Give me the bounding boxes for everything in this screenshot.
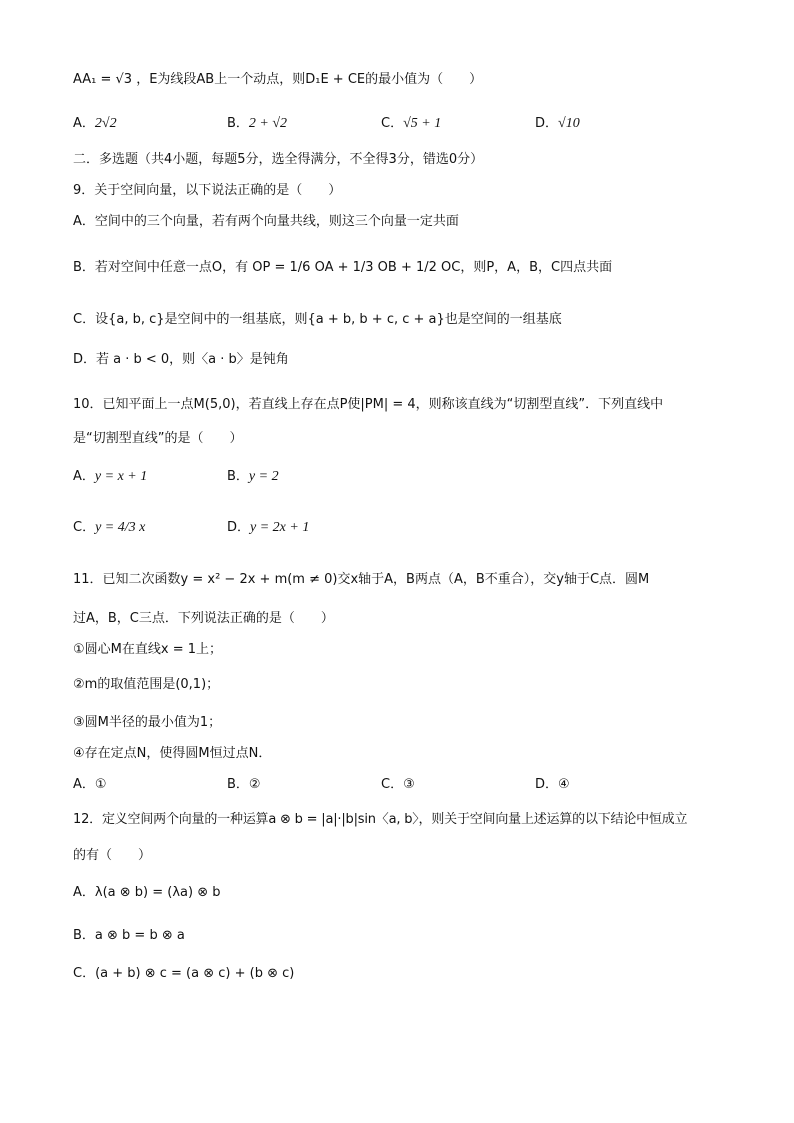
option-value: 2 + √2 [248, 116, 288, 131]
option-label: D． [535, 777, 559, 792]
option-label: A． [73, 469, 95, 484]
q9-option-a[interactable]: A．空间中的三个向量，若有两个向量共线，则这三个向量一定共面 [73, 214, 459, 229]
q12-option-c[interactable]: C．(a + b) ⊗ c = (a ⊗ c) + (b ⊗ c) [73, 966, 295, 981]
q10-option-c[interactable] [73, 520, 145, 537]
q11-stem-line1: 11．已知二次函数y = x² − 2x + m(m ≠ 0)交x轴于A，B两点（A，B不重合），交y轴于C点．圆M [73, 572, 650, 587]
option-value: √10 [558, 116, 580, 131]
option-value: ② [248, 777, 261, 792]
q11-option-b[interactable] [227, 777, 261, 793]
option-value: 2√2 [94, 116, 117, 131]
option-value: y = 4/3 x [95, 520, 146, 535]
option-label: C． [73, 520, 96, 535]
q8-option-c[interactable] [381, 116, 441, 133]
option-value: y = 2x + 1 [250, 520, 310, 535]
q12-option-a[interactable]: A．λ(a ⊗ b) = (λa) ⊗ b [73, 885, 221, 900]
q11-statement-4: ④存在定点N，使得圆M恒过点N． [73, 746, 272, 761]
q9-option-b[interactable]: B．若对空间中任意一点O，有 OP = 1/6 OA + 1/3 OB + 1/2 OC，则P，A，B，C四点共面 [73, 260, 613, 275]
option-value: y = 2 [248, 469, 279, 484]
q10-stem-line2: 是“切割型直线”的是（ ） [73, 431, 243, 446]
option-value: √5 + 1 [403, 116, 442, 131]
q11-option-a[interactable] [73, 777, 107, 793]
q11-stem-line2: 过A，B，C三点．下列说法正确的是（ ） [73, 611, 334, 626]
q9-stem: 9．关于空间向量，以下说法正确的是（ ） [73, 183, 342, 198]
option-value: ③ [403, 777, 415, 792]
q9-option-c[interactable]: C．设{a, b, c}是空间中的一组基底，则{a + b, b + c, c + a}也是空间的一组基底 [73, 312, 562, 327]
q10-option-a[interactable] [73, 469, 147, 486]
q8-option-d[interactable] [535, 116, 580, 133]
q9-option-d[interactable]: D．若 a · b < 0，则〈a · b〉是钝角 [73, 352, 289, 367]
q10-stem-line1: 10．已知平面上一点M(5,0)，若直线上存在点P使|PM| = 4，则称该直线为“切割型直线”．下列直线中 [73, 397, 664, 412]
q11-statement-2: ②m的取值范围是(0,1)； [73, 677, 220, 692]
option-label: D． [535, 116, 559, 131]
option-label: B． [227, 777, 249, 792]
q8-stem: AA₁ = √3 ，E为线段AB上一个动点，则D₁E + CE的最小值为（ ） [73, 72, 483, 87]
q11-statement-1: ①圆心M在直线x = 1上； [73, 642, 222, 657]
option-label: B． [227, 116, 249, 131]
q10-option-b[interactable] [227, 469, 279, 486]
q8-option-b[interactable] [227, 116, 287, 133]
q11-option-c[interactable] [381, 777, 415, 793]
q10-option-d[interactable] [227, 520, 309, 537]
q8-option-a[interactable] [73, 116, 117, 133]
q11-statement-3: ③圆M半径的最小值为1； [73, 715, 222, 730]
option-label: A． [73, 777, 95, 792]
option-label: B． [227, 469, 249, 484]
q12-option-b[interactable]: B．a ⊗ b = b ⊗ a [73, 928, 185, 943]
option-value: ④ [558, 777, 570, 792]
q12-stem-line1: 12．定义空间两个向量的一种运算a ⊗ b = |a|·|b|sin〈a, b〉，则关于空间向量上述运算的以下结论中恒成立 [73, 812, 688, 827]
option-label: C． [381, 116, 404, 131]
q11-option-d[interactable] [535, 777, 570, 793]
option-label: A． [73, 116, 95, 131]
option-label: C． [381, 777, 404, 792]
q12-stem-line2: 的有（ ） [73, 848, 152, 863]
option-value: y = x + 1 [94, 469, 148, 484]
section-heading: 二．多选题（共4小题，每题5分，选全得满分，不全得3分，错选0分） [73, 152, 484, 167]
option-value: ① [94, 777, 107, 792]
option-label: D． [227, 520, 251, 535]
